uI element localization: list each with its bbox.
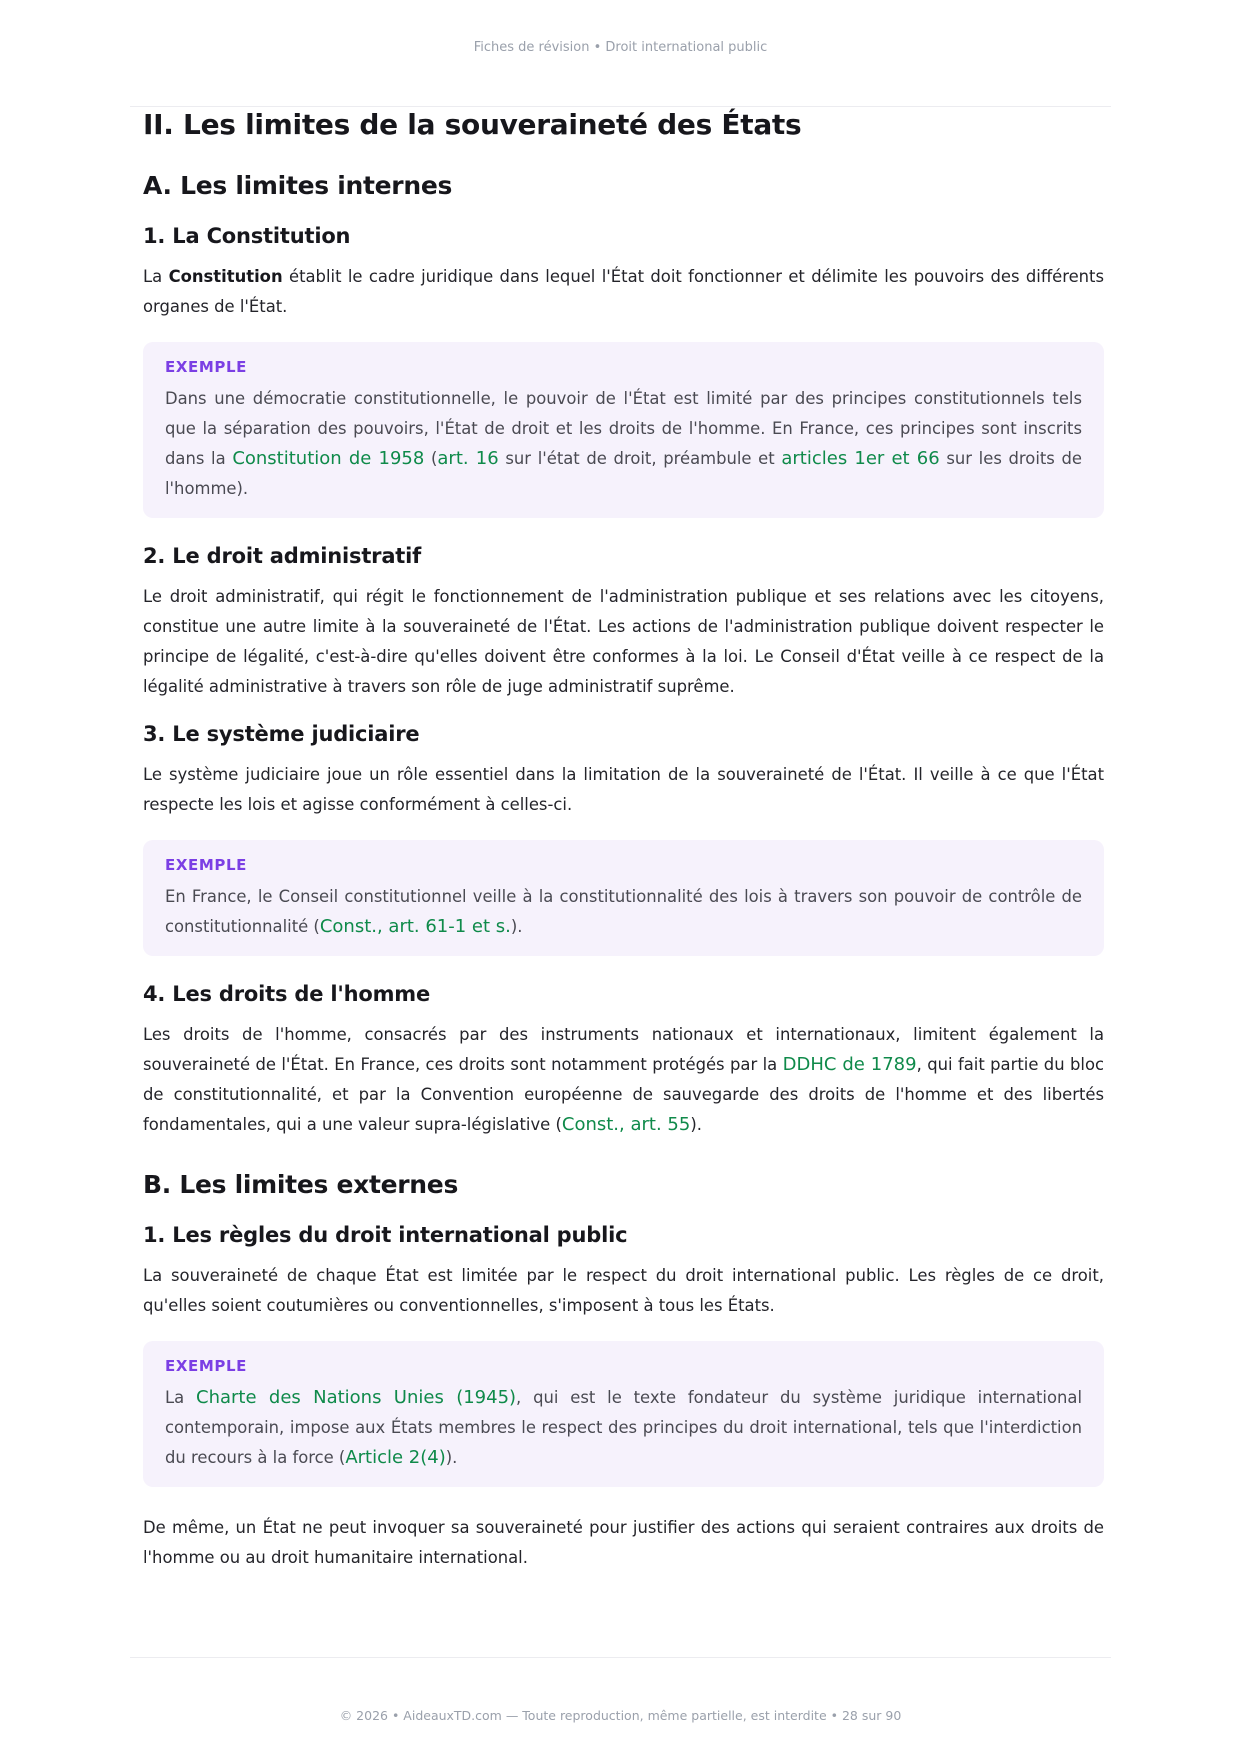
example-box-charte (143, 1341, 1104, 1487)
closing-paragraph: De même, un État ne peut invoquer sa souveraineté pour justifier des actions qui seraient contraires aux droits de l'homme ou au droit humanitaire international. (143, 1518, 1104, 1567)
example-text: La Charte des Nations Unies (1945), qui est le texte fondateur du système juridique international contemporain, impose aux États membres le respect des principes du droit international, tels que l'interdiction du recours à la force (Article 2(4)). (165, 1387, 1083, 1468)
ref-constitution-1958[interactable]: Constitution de 1958 (232, 448, 425, 469)
subsection-droits-homme-heading: 4. Les droits de l'homme (143, 982, 430, 1006)
constitution-paragraph: La Constitution établit le cadre juridique dans lequel l'État doit fonctionner et délimite les pouvoirs des différents organes de l'État. (143, 267, 1105, 316)
ref-art-16[interactable]: art. 16 (437, 448, 499, 469)
footer-divider (130, 1657, 1111, 1658)
ref-articles-1er-66[interactable]: articles 1er et 66 (781, 448, 940, 469)
example-text: Dans une démocratie constitutionnelle, le pouvoir de l'État est limité par des principes constitutionnels tels que la séparation des pouvoirs, l'État de droit et les droits de l'homme. En France, ces principes sont inscrits dans la Constitution de 1958 (art. 16 sur l'état de droit, préambule et articles 1er et 66 sur les droits de l'homme). (165, 389, 1082, 498)
example-label: EXEMPLE (165, 856, 247, 874)
header-divider (130, 106, 1111, 107)
page-title: II. Les limites de la souveraineté des États (143, 108, 802, 141)
example-label: EXEMPLE (165, 358, 247, 376)
droit-administratif-paragraph: Le droit administratif, qui régit le fonctionnement de l'administration publique et ses relations avec les citoyens, constitue une autre limite à la souveraineté de l'État. Les actions de l'administration publique doivent respecter le principe de légalité, c'est-à-dire qu'elles doivent être conformes à la loi. Le Conseil d'État veille à ce respect de la légalité administrative à travers son rôle de juge administratif suprême. (143, 587, 1104, 696)
ref-ddhc-1789[interactable]: DDHC de 1789 (782, 1054, 917, 1075)
subsection-droit-international-heading: 1. Les règles du droit international public (143, 1223, 628, 1247)
running-header: Fiches de révision • Droit international public (473, 40, 768, 55)
ref-charte-nations-unies[interactable]: Charte des Nations Unies (1945) (196, 1387, 517, 1408)
page-content (143, 108, 1104, 1593)
ref-article-2-4[interactable]: Article 2(4) (345, 1447, 446, 1468)
section-b-heading: B. Les limites externes (143, 1170, 459, 1199)
page-footer: © 2026 • AideauxTD.com — Toute reproduction, même partielle, est interdite • 28 sur 90 (339, 1708, 902, 1723)
subsection-constitution-heading: 1. La Constitution (143, 224, 351, 248)
ref-const-art-61-1[interactable]: Const., art. 61-1 et s. (319, 916, 511, 937)
droit-international-paragraph: La souveraineté de chaque État est limitée par le respect du droit international public. Les règles de ce droit, qu'elles soient coutumières ou conventionnelles, s'imposent à tous les États. (143, 1266, 1104, 1315)
droits-homme-paragraph: Les droits de l'homme, consacrés par des instruments nationaux et internationaux, limitent également la souveraineté de l'État. En France, ces droits sont notamment protégés par la DDHC de 1789, qui fait partie du bloc de constitutionnalité, et par la Convention européenne de sauvegarde des droits de l'homme et des libertés fondamentales, qui a une valeur supra-législative (Const., art. 55). (143, 1025, 1105, 1135)
ref-const-art-55[interactable]: Const., art. 55 (561, 1114, 691, 1135)
subsection-systeme-judiciaire-heading: 3. Le système judiciaire (143, 722, 420, 746)
constitution-term: Constitution (168, 267, 283, 286)
systeme-judiciaire-paragraph: Le système judiciaire joue un rôle essentiel dans la limitation de la souveraineté de l'État. Il veille à ce que l'État respecte les lois et agisse conformément à celles-ci. (143, 765, 1104, 814)
example-label: EXEMPLE (165, 1357, 247, 1375)
section-a-heading: A. Les limites internes (143, 171, 453, 200)
subsection-droit-administratif-heading: 2. Le droit administratif (143, 544, 422, 568)
example-text: En France, le Conseil constitutionnel veille à la constitutionnalité des lois à travers son pouvoir de contrôle de constitutionnalité (Const., art. 61-1 et s.). (165, 887, 1082, 937)
example-box-judiciaire (143, 840, 1104, 956)
example-box-constitution (143, 342, 1104, 518)
